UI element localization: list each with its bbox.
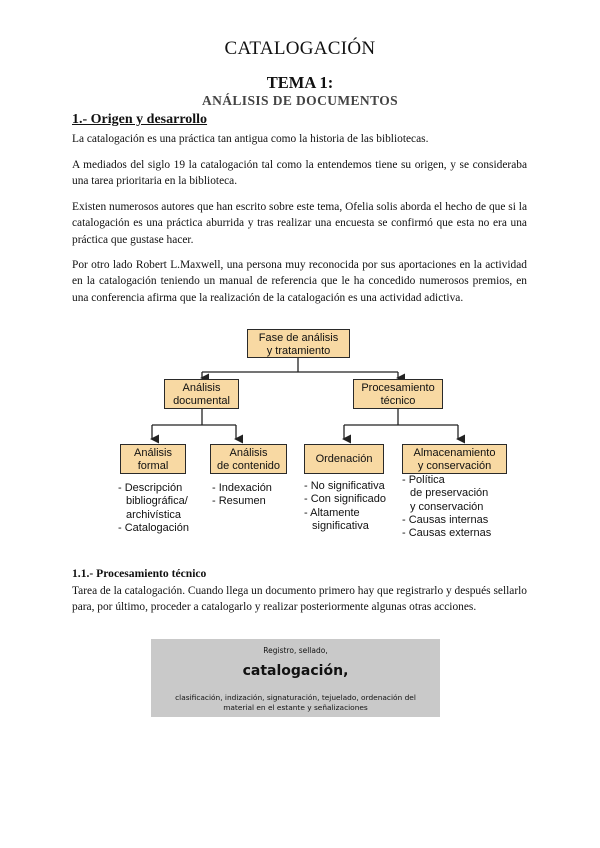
paragraph-4: Por otro lado Robert L.Maxwell, una persona muy reconocida por sus aportaciones en la actividad en la catalogación teniendo un manual de referencia que le ha concedido numerosos premios, en una conferencia afirma que la realización de la catalogación es una actividad adictiva. [72, 259, 527, 304]
diagram-almacenamiento-box: Almacenamiento y conservación [402, 444, 507, 474]
diagram-analisis-contenido-box: Análisis de contenido [210, 444, 287, 474]
diagram-analisis-documental-box: Análisis documental [164, 379, 239, 409]
diagram-procesamiento-tecnico-box: Procesamiento técnico [353, 379, 443, 409]
diagram-ordenacion-items: - No significativa - Con significado - Altamente significativa [304, 480, 386, 532]
diagram-analisis-formal-items: - Descripción bibliográfica/ archivística - Catalogación [118, 482, 189, 534]
paragraph-2: A mediados del siglo 19 la catalogación tal como la entendemos tiene su origen, y se consideraba una tarea prioritaria en la biblioteca. [72, 159, 527, 188]
tema-subheading: ANÁLISIS DE DOCUMENTOS [201, 93, 399, 108]
process-summary-bottom: clasificación, indización, signaturación, tejuelado, ordenación del material en el estante y señalizaciones [175, 693, 416, 712]
diagram-analisis-formal-box: Análisis formal [120, 444, 186, 474]
document-title: CATALOGACIÓN [224, 38, 376, 59]
section-heading-procesamiento: 1.1.- Procesamiento técnico [72, 567, 207, 580]
classification-diagram [112, 328, 512, 550]
process-summary-box [151, 639, 440, 717]
paragraph-1: La catalogación es una práctica tan antigua como la historia de las bibliotecas. [72, 133, 429, 145]
paragraph-3: Existen numerosos autores que han escrito sobre este tema, Ofelia solis aborda el hecho de que si la catalogación es una práctica aburrida y tras realizar una encuesta se confirmó que esta no era una práctica que gustase hacer. [72, 201, 527, 246]
paragraph-procesamiento: Tarea de la catalogación. Cuando llega un documento primero hay que registrarlo y después sellarlo para, por último, proceder a catalogarlo y realizar posteriormente algunas otras acciones. [72, 585, 527, 614]
diagram-root-box: Fase de análisis y tratamiento [247, 329, 350, 358]
diagram-almacenamiento-items: - Política de preservación y conservación - Causas internas - Causas externas [402, 474, 492, 540]
diagram-ordenacion-box: Ordenación [304, 444, 384, 474]
tema-heading: TEMA 1: [266, 73, 334, 92]
diagram-analisis-contenido-items: - Indexación - Resumen [212, 482, 272, 508]
process-summary-top: Registro, sellado, [263, 646, 328, 655]
section-heading-origen: 1.- Origen y desarrollo [72, 112, 208, 127]
process-summary-main: catalogación, [242, 663, 349, 679]
